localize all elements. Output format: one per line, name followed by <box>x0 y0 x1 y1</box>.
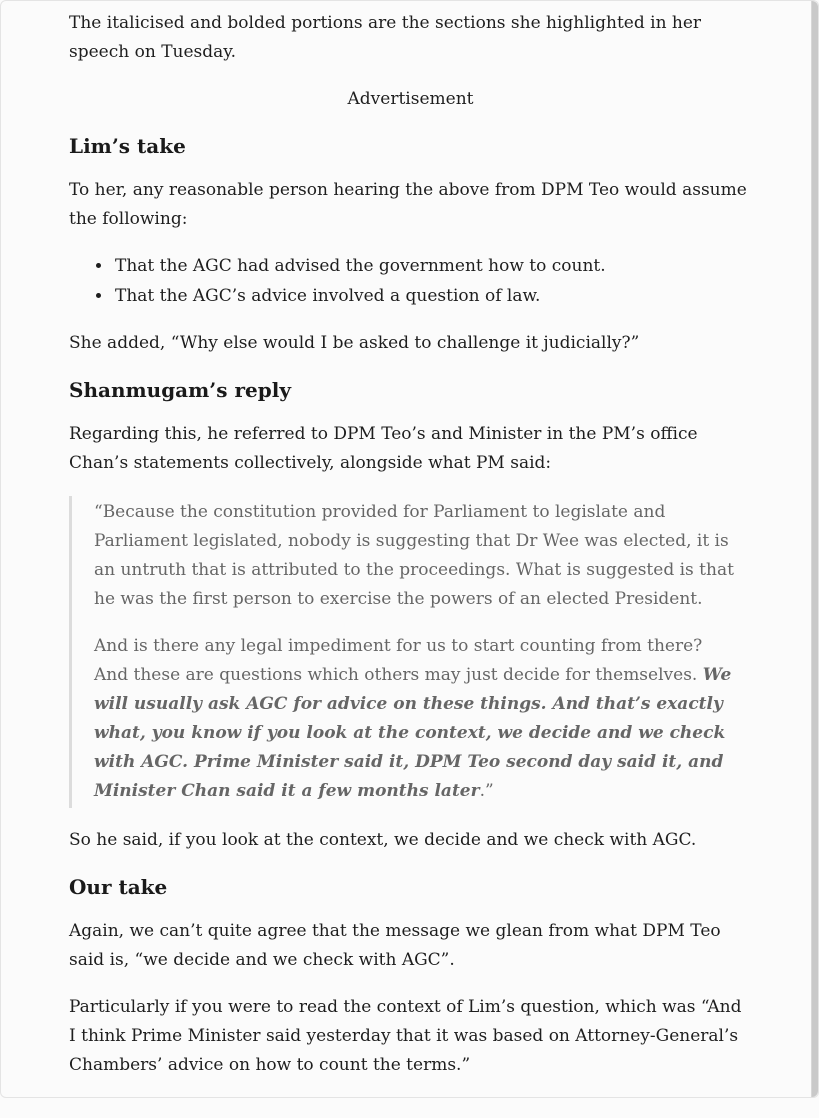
quote-paragraph <box>94 632 734 806</box>
heading-shanmugams-reply: Shanmugam’s reply <box>69 378 291 402</box>
quote-closing-punctuation: .” <box>479 781 494 801</box>
list-item: • That the AGC had advised the government how to count. <box>113 252 752 281</box>
lims-take-lead-paragraph: To her, any reasonable person hearing the above from DPM Teo would assume the following: <box>69 180 747 229</box>
lims-take-closing-paragraph: She added, “Why else would I be asked to challenge it judicially?” <box>69 333 640 353</box>
intro-paragraph: The italicised and bolded portions are the sections she highlighted in her speech on Tuesday. <box>69 13 702 62</box>
list-item: • That the AGC’s advice involved a question of law. <box>113 282 752 311</box>
advertisement-label: Advertisement <box>347 89 474 109</box>
quote-emphasized-text: We will usually ask AGC for advice on these things. And that’s exactly what, you know if you look at the context, we decide and we check with AGC. Prime Minister said it, DPM Teo second day said it, and Minister Chan said it a few months later <box>94 665 732 801</box>
heading-lims-take: Lim’s take <box>69 134 186 158</box>
vertical-scrollbar[interactable] <box>811 1 818 1097</box>
shanmugam-quote-block <box>69 496 752 808</box>
our-take-paragraph-2: Particularly if you were to read the context of Lim’s question, which was “And I think Prime Minister said yesterday that it was based on Attorney-General’s Chambers’ advice on how to count the terms.” <box>69 997 742 1075</box>
shanmugams-reply-lead-paragraph: Regarding this, he referred to DPM Teo’s and Minister in the PM’s office Chan’s statements collectively, alongside what PM said: <box>69 424 698 473</box>
our-take-paragraph-1: Again, we can’t quite agree that the message we glean from what DPM Teo said is, “we decide and we check with AGC”. <box>69 921 721 970</box>
article-body <box>1 1 813 1118</box>
quote-paragraph: “Because the constitution provided for Parliament to legislate and Parliament legislated, nobody is suggesting that Dr Wee was elected, it is an untruth that is attributed to the proceedings. What is suggested is that he was the first person to exercise the powers of an elected President. <box>94 502 734 609</box>
bullet-list <box>69 252 752 311</box>
quote-plain-text: And is there any legal impediment for us to start counting from there? And these are questions which others may just decide for themselves. <box>94 636 703 685</box>
shanmugams-reply-closing-paragraph: So he said, if you look at the context, we decide and we check with AGC. <box>69 830 697 850</box>
heading-our-take: Our take <box>69 875 168 899</box>
